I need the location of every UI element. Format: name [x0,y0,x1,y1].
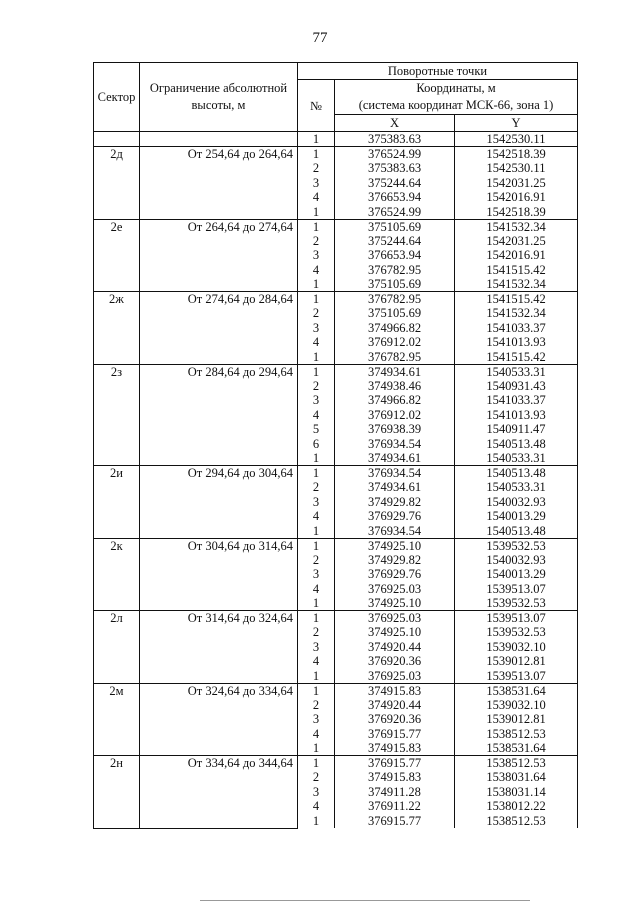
header-x: X [335,115,455,132]
y-coordinate-cell: 1541515.42 [455,350,578,365]
x-coordinate-cell: 376912.02 [335,408,455,423]
y-coordinate-cell: 1538031.64 [455,770,578,785]
limit-cell: От 274,64 до 284,64 [140,292,298,365]
point-number-cell: 2 [298,553,335,568]
point-number-cell: 3 [298,567,335,582]
point-number-cell: 4 [298,727,335,742]
point-number-cell: 3 [298,712,335,727]
point-number-cell: 1 [298,683,335,698]
y-coordinate-cell: 1541532.34 [455,277,578,292]
y-coordinate-cell: 1541013.93 [455,335,578,350]
x-coordinate-cell: 376920.36 [335,712,455,727]
point-number-cell: 1 [298,277,335,292]
sector-cell: 2и [94,466,140,539]
x-coordinate-cell: 375105.69 [335,306,455,321]
point-number-cell: 4 [298,582,335,597]
point-number-cell: 4 [298,190,335,205]
y-coordinate-cell: 1539012.81 [455,712,578,727]
point-number-cell: 1 [298,814,335,829]
x-coordinate-cell: 376912.02 [335,335,455,350]
limit-cell: От 334,64 до 344,64 [140,756,298,829]
y-coordinate-cell: 1539032.10 [455,698,578,713]
y-coordinate-cell: 1542016.91 [455,190,578,205]
y-coordinate-cell: 1538031.14 [455,785,578,800]
x-coordinate-cell: 374934.61 [335,480,455,495]
y-coordinate-cell: 1539513.07 [455,611,578,626]
y-coordinate-cell: 1541515.42 [455,263,578,278]
point-number-cell: 4 [298,509,335,524]
y-coordinate-cell: 1539513.07 [455,669,578,684]
point-number-cell: 1 [298,756,335,771]
x-coordinate-cell: 376934.54 [335,437,455,452]
x-coordinate-cell: 376925.03 [335,669,455,684]
point-number-cell: 3 [298,393,335,408]
y-coordinate-cell: 1540513.48 [455,524,578,539]
point-number-cell: 3 [298,785,335,800]
y-coordinate-cell: 1541532.34 [455,306,578,321]
y-coordinate-cell: 1542016.91 [455,248,578,263]
y-coordinate-cell: 1539012.81 [455,654,578,669]
point-number-cell: 3 [298,640,335,655]
point-number-cell: 5 [298,422,335,437]
x-coordinate-cell: 374915.83 [335,683,455,698]
y-coordinate-cell: 1539532.53 [455,625,578,640]
y-coordinate-cell: 1538531.64 [455,683,578,698]
x-coordinate-cell: 375105.69 [335,219,455,234]
y-coordinate-cell: 1539513.07 [455,582,578,597]
table-row [94,683,578,698]
x-coordinate-cell: 374925.10 [335,625,455,640]
y-coordinate-cell: 1538012.22 [455,799,578,814]
point-number-cell: 1 [298,669,335,684]
x-coordinate-cell: 374934.61 [335,451,455,466]
y-coordinate-cell: 1542031.25 [455,176,578,191]
point-number-cell: 1 [298,466,335,481]
y-coordinate-cell: 1542530.11 [455,132,578,147]
point-number-cell: 2 [298,234,335,249]
x-coordinate-cell: 376782.95 [335,350,455,365]
x-coordinate-cell: 374966.82 [335,393,455,408]
y-coordinate-cell: 1540513.48 [455,437,578,452]
x-coordinate-cell: 376938.39 [335,422,455,437]
page-bottom-rule [200,900,530,901]
point-number-cell: 3 [298,176,335,191]
y-coordinate-cell: 1540931.43 [455,379,578,394]
x-coordinate-cell: 374925.10 [335,596,455,611]
y-coordinate-cell: 1541532.34 [455,219,578,234]
y-coordinate-cell: 1542031.25 [455,234,578,249]
x-coordinate-cell: 374966.82 [335,321,455,336]
x-coordinate-cell: 374929.82 [335,495,455,510]
limit-cell: От 264,64 до 274,64 [140,219,298,292]
x-coordinate-cell: 375244.64 [335,176,455,191]
point-number-cell: 2 [298,161,335,176]
x-coordinate-cell: 376524.99 [335,205,455,220]
x-coordinate-cell: 376925.03 [335,611,455,626]
point-number-cell: 3 [298,495,335,510]
sector-cell: 2к [94,538,140,611]
sector-cell: 2н [94,756,140,829]
sector-cell: 2м [94,683,140,756]
point-number-cell: 1 [298,132,335,147]
x-coordinate-cell: 374911.28 [335,785,455,800]
header-coords-title: Координаты, м [416,81,496,95]
point-number-cell: 2 [298,625,335,640]
header-y: Y [455,115,578,132]
x-coordinate-cell: 374915.83 [335,770,455,785]
x-coordinate-cell: 376920.36 [335,654,455,669]
x-coordinate-cell: 376934.54 [335,524,455,539]
point-number-cell: 2 [298,698,335,713]
table-row [94,364,578,379]
point-number-cell: 2 [298,379,335,394]
point-number-cell: 2 [298,480,335,495]
limit-cell: От 284,64 до 294,64 [140,364,298,466]
table-row [94,147,578,162]
limit-cell: От 304,64 до 314,64 [140,538,298,611]
y-coordinate-cell: 1541515.42 [455,292,578,307]
point-number-cell: 1 [298,741,335,756]
y-coordinate-cell: 1540513.48 [455,466,578,481]
y-coordinate-cell: 1538531.64 [455,741,578,756]
x-coordinate-cell: 376911.22 [335,799,455,814]
x-coordinate-cell: 374925.10 [335,538,455,553]
table-row [94,219,578,234]
x-coordinate-cell: 374934.61 [335,364,455,379]
y-coordinate-cell: 1538512.53 [455,756,578,771]
table-row [94,132,578,147]
point-number-cell: 1 [298,364,335,379]
y-coordinate-cell: 1539532.53 [455,538,578,553]
sector-cell: 2е [94,219,140,292]
x-coordinate-cell: 376915.77 [335,814,455,829]
y-coordinate-cell: 1540032.93 [455,495,578,510]
y-coordinate-cell: 1540533.31 [455,451,578,466]
table-row [94,611,578,626]
y-coordinate-cell: 1541013.93 [455,408,578,423]
limit-cell: От 324,64 до 334,64 [140,683,298,756]
header-sector: Сектор [94,63,140,132]
point-number-cell: 4 [298,799,335,814]
header-turning-points: Поворотные точки [298,63,578,80]
header-coords-system: (система координат МСК-66, зона 1) [358,98,554,112]
point-number-cell: 2 [298,306,335,321]
limit-cell: От 314,64 до 324,64 [140,611,298,684]
point-number-cell: 6 [298,437,335,452]
y-coordinate-cell: 1540911.47 [455,422,578,437]
x-coordinate-cell: 374929.82 [335,553,455,568]
point-number-cell: 1 [298,147,335,162]
page-number: 77 [312,30,328,46]
y-coordinate-cell: 1540013.29 [455,509,578,524]
point-number-cell: 4 [298,408,335,423]
y-coordinate-cell: 1540533.31 [455,364,578,379]
point-number-cell: 1 [298,350,335,365]
sector-cell: 2з [94,364,140,466]
y-coordinate-cell: 1540533.31 [455,480,578,495]
y-coordinate-cell: 1538512.53 [455,727,578,742]
point-number-cell: 1 [298,596,335,611]
point-number-cell: 2 [298,770,335,785]
x-coordinate-cell: 376929.76 [335,509,455,524]
x-coordinate-cell: 376653.94 [335,190,455,205]
point-number-cell: 3 [298,248,335,263]
point-number-cell: 4 [298,263,335,278]
x-coordinate-cell: 376524.99 [335,147,455,162]
y-coordinate-cell: 1540013.29 [455,567,578,582]
table-header [94,63,578,132]
limit-cell [140,132,298,147]
y-coordinate-cell: 1540032.93 [455,553,578,568]
point-number-cell: 1 [298,611,335,626]
table-row [94,538,578,553]
y-coordinate-cell: 1538512.53 [455,814,578,829]
header-coords [335,80,578,115]
y-coordinate-cell: 1542518.39 [455,147,578,162]
x-coordinate-cell: 375383.63 [335,132,455,147]
sector-cell: 2д [94,147,140,220]
x-coordinate-cell: 376934.54 [335,466,455,481]
sector-cell [94,132,140,147]
x-coordinate-cell: 375105.69 [335,277,455,292]
point-number-cell: 1 [298,451,335,466]
x-coordinate-cell: 376782.95 [335,292,455,307]
x-coordinate-cell: 376929.76 [335,567,455,582]
x-coordinate-cell: 374920.44 [335,698,455,713]
coordinates-table [93,62,578,829]
point-number-cell: 1 [298,219,335,234]
x-coordinate-cell: 375383.63 [335,161,455,176]
x-coordinate-cell: 374915.83 [335,741,455,756]
x-coordinate-cell: 375244.64 [335,234,455,249]
table-row [94,466,578,481]
x-coordinate-cell: 376653.94 [335,248,455,263]
x-coordinate-cell: 374938.46 [335,379,455,394]
y-coordinate-cell: 1541033.37 [455,393,578,408]
header-num: № [298,80,335,132]
y-coordinate-cell: 1539532.53 [455,596,578,611]
point-number-cell: 1 [298,524,335,539]
table-body [94,132,578,829]
point-number-cell: 4 [298,335,335,350]
table-row [94,292,578,307]
point-number-cell: 3 [298,321,335,336]
y-coordinate-cell: 1542518.39 [455,205,578,220]
point-number-cell: 1 [298,205,335,220]
y-coordinate-cell: 1541033.37 [455,321,578,336]
table-row [94,756,578,771]
point-number-cell: 4 [298,654,335,669]
sector-cell: 2ж [94,292,140,365]
sector-cell: 2л [94,611,140,684]
x-coordinate-cell: 374920.44 [335,640,455,655]
y-coordinate-cell: 1539032.10 [455,640,578,655]
x-coordinate-cell: 376915.77 [335,727,455,742]
point-number-cell: 1 [298,538,335,553]
x-coordinate-cell: 376925.03 [335,582,455,597]
header-limit: Ограничение абсолютной высоты, м [140,63,298,132]
point-number-cell: 1 [298,292,335,307]
limit-cell: От 254,64 до 264,64 [140,147,298,220]
x-coordinate-cell: 376782.95 [335,263,455,278]
x-coordinate-cell: 376915.77 [335,756,455,771]
y-coordinate-cell: 1542530.11 [455,161,578,176]
limit-cell: От 294,64 до 304,64 [140,466,298,539]
